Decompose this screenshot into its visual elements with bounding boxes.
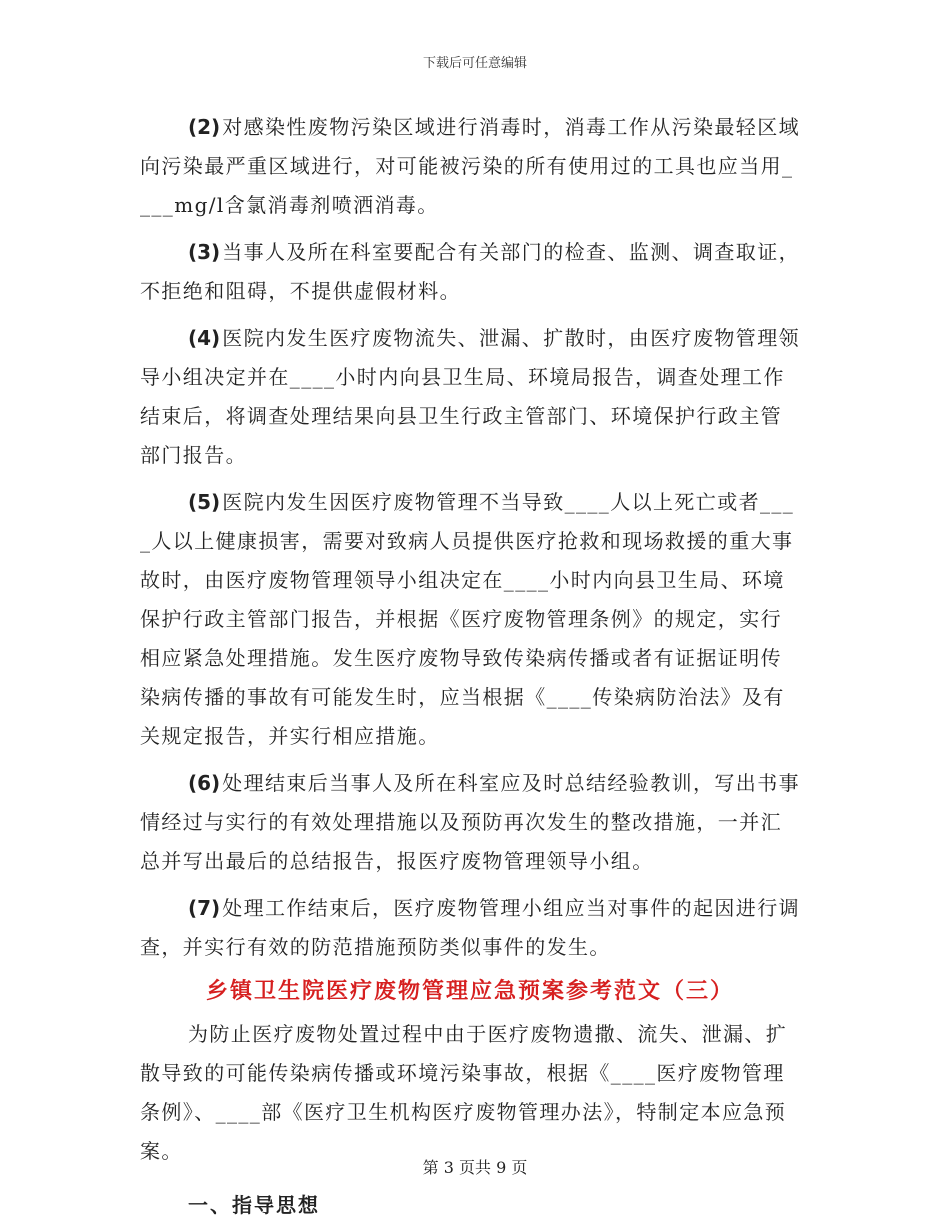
item-text: 处理结束后当事人及所在科室应及时总结经验教训，写出书事情经过与实行的有效处理措施以及预防再次发生的整改措施，一并汇总并写出最后的总结报告，报医疗废物管理领导小组。 <box>140 771 801 873</box>
item-text: 医院内发生医疗废物流失、泄漏、扩散时，由医疗废物管理领导小组决定并在____小时内向县卫生局、环境局报告，调查处理工作结束后，将调查处理结果向县卫生行政主管部门、环境保护行政主管部门报告。 <box>140 326 801 467</box>
item-text: 医院内发生因医疗废物管理不当导致____人以上死亡或者____人以上健康损害，需要对致病人员提供医疗抢救和现场救援的重大事故时，由医疗废物管理领导小组决定在____小时内向县卫生局、环境保护行政主管部门报告，并根据《医疗废物管理条例》的规定，实行相应紧急处理措施。发生医疗废物导致传染病传播或者有证据证明传染病传播的事故有可能发生时，应当根据《____传染病防治法》及有关规定报告，并实行相应措施。 <box>140 490 795 748</box>
list-item <box>140 764 800 881</box>
page-footer: 第 3 页共 9 页 <box>422 1158 528 1177</box>
item-text: 当事人及所在科室要配合有关部门的检查、监测、调查取证，不拒绝和阻碍，不提供虚假材料。 <box>140 240 801 303</box>
item-number: (5) <box>188 490 221 514</box>
item-number: (7) <box>188 896 221 920</box>
list-item <box>140 233 800 311</box>
list-item <box>140 108 800 225</box>
item-text: 处理工作结束后，医疗废物管理小组应当对事件的起因进行调查，并实行有效的防范措施预防类似事件的发生。 <box>140 896 801 959</box>
list-item <box>140 483 800 756</box>
list-item <box>140 319 800 475</box>
list-item <box>140 889 800 967</box>
section-title: 乡镇卫生院医疗废物管理应急预案参考范文（三） <box>205 978 734 1004</box>
item-number: (2) <box>188 115 221 139</box>
item-text: 对感染性废物污染区域进行消毒时，消毒工作从污染最轻区域向污染最严重区域进行，对可能被污染的所有使用过的工具也应当用____mg/l含氯消毒剂喷洒消毒。 <box>140 115 801 217</box>
page-header: 下载后可任意编辑 <box>422 56 527 71</box>
section-intro: 为防止医疗废物处置过程中由于医疗废物遗撒、流失、泄漏、扩散导致的可能传染病传播或环境污染事故，根据《____医疗废物管理条例》、____部《医疗卫生机构医疗废物管理办法》，特制定本应急预案。 <box>140 1022 788 1163</box>
item-number: (6) <box>188 771 221 795</box>
item-number: (4) <box>188 326 221 350</box>
item-number: (3) <box>188 240 221 264</box>
document-body <box>140 108 800 1225</box>
section-heading: 一、指导思想 <box>188 1193 320 1217</box>
